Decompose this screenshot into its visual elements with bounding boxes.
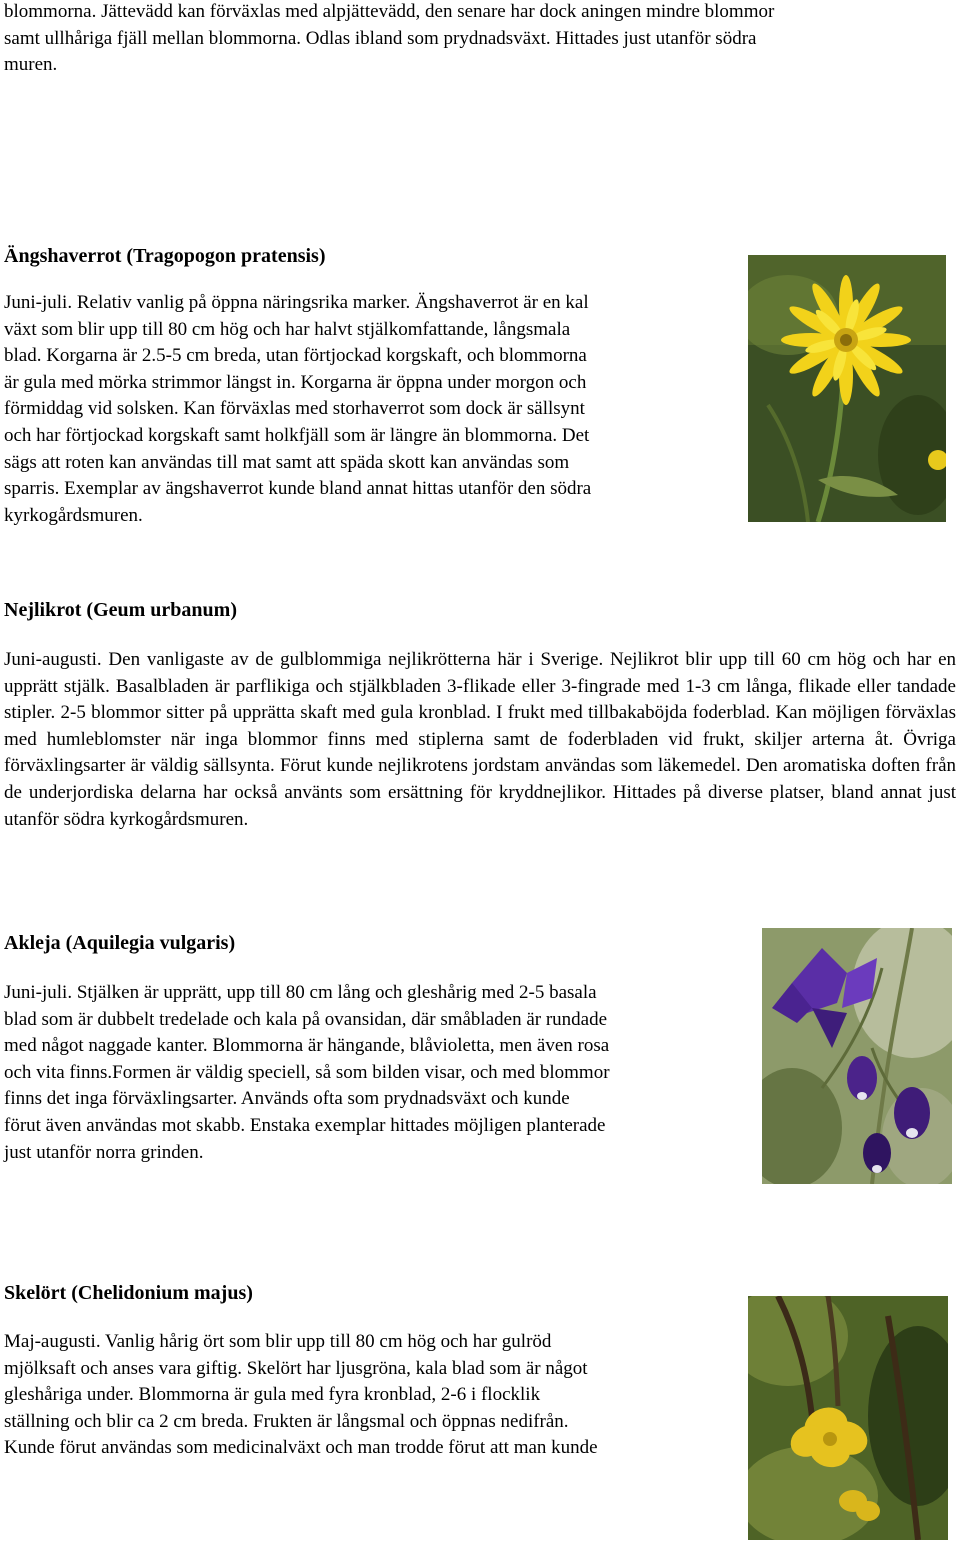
species-description-skelort [4, 1329, 742, 1462]
text-line: växt som blir upp till 80 cm hög och har halvt stjälkomfattande, långsmala [4, 318, 571, 340]
species-latin: (Chelidonium majus) [71, 1282, 253, 1304]
species-description-akleja [4, 980, 742, 1166]
species-name: Akleja [4, 932, 61, 954]
text-line: mjölksaft och anses vara giftig. Skelört har ljusgröna, kala blad som är något [4, 1357, 588, 1379]
text-line: ställning och blir ca 2 cm breda. Frukten är långsmal och öppnas nedifrån. [4, 1410, 569, 1432]
species-heading-akleja [4, 930, 235, 956]
text-line: sparris. Exemplar av ängshaverrot kunde bland annat hittas utanför den södra [4, 478, 592, 500]
text-line: blad. Korgarna är 2.5-5 cm breda, utan förtjockad korgskaft, och blommorna [4, 345, 587, 367]
text-line: och vita finns.Formen är väldig speciell, så som bilden visar, och med blommor [4, 1061, 610, 1083]
text-line: Kunde förut användas som medicinalväxt och man trodde förut att man kunde [4, 1437, 598, 1459]
text-line: muren. [4, 54, 58, 76]
species-name: Skelört [4, 1282, 67, 1304]
text-line: Juni-juli. Relativ vanlig på öppna näringsrika marker. Ängshaverrot är en kal [4, 292, 589, 313]
text-line: blad som är dubbelt tredelade och kala på ovansidan, där småbladen är rundade [4, 1008, 608, 1030]
species-heading-angshaverrot [4, 243, 326, 269]
text-line: med något naggade kanter. Blommorna är hängande, blåvioletta, men även rosa [4, 1035, 610, 1057]
species-name: Nejlikrot [4, 599, 82, 621]
species-heading-nejlikrot [4, 597, 237, 623]
text-line: och har förtjockad korgskaft samt holkfjäll som är längre än blommorna. Det [4, 424, 590, 446]
photo-akleja [762, 928, 952, 1184]
text-line: Juni-juli. Stjälken är upprätt, upp till 80 cm lång och gleshårig med 2-5 basala [4, 982, 597, 1003]
text-line: kyrkogårdsmuren. [4, 504, 143, 526]
species-description-nejlikrot: Juni-augusti. Den vanligaste av de gulblommiga nejlikrötterna här i Sverige. Nejlikrot blir upp till 60 cm hög och har en upprätt stjälk. Basalbladen är parflikiga och stjälkbladen 3-flikade eller 3-fingrade med 1-3 cm långa, flikade eller tandade stipler. 2-5 blommor sitter på upprätta skaft med gula kronblad. I frukt med tillbakaböjda foderblad. Kan möjligen förväxlas med humleblomster när inga blommor finns med stiplerna samt de foderbladen vid frukt, skiljer arterna åt. Övriga förväxlingsarter är väldig sällsynta. Förut kunde nejlikrotens jordstam användas som läkemedel. Den aromatiska doften från de underjordiska delarna har också använts som ersättning för kryddnejlikor. Hittades på diverse platser, bland annat just utanför södra kyrkogårdsmuren. [4, 649, 956, 830]
species-latin: (Tragopogon pratensis) [126, 245, 326, 267]
species-latin: (Geum urbanum) [86, 599, 237, 621]
text-line: förut även användas mot skabb. Enstaka exemplar hittades möjligen planterade [4, 1114, 606, 1136]
photo-angshaverrot [748, 255, 946, 522]
text-line: förmiddag vid solsken. Kan förväxlas med storhaverrot som dock är sällsynt [4, 398, 585, 420]
species-description-angshaverrot [4, 290, 742, 529]
intro-paragraph [4, 0, 956, 79]
species-heading-skelort [4, 1280, 253, 1306]
text-line: samt ullhåriga fjäll mellan blommorna. Odlas ibland som prydnadsväxt. Hittades just utanför södra [4, 27, 757, 49]
text-line: finns det inga förväxlingsarter. Används ofta som prydnadsväxt och kunde [4, 1088, 570, 1110]
text-line: just utanför norra grinden. [4, 1141, 204, 1163]
text-line: gleshåriga under. Blommorna är gula med fyra kronblad, 2-6 i flocklik [4, 1384, 541, 1406]
species-name: Ängshaverrot [4, 245, 122, 267]
species-latin: (Aquilegia vulgaris) [65, 932, 236, 954]
text-line: Maj-augusti. Vanlig hårig ört som blir upp till 80 cm hög och har gulröd [4, 1331, 552, 1352]
photo-skelort [748, 1296, 948, 1540]
text-line: sägs att roten kan användas till mat samt att späda skott kan användas som [4, 451, 570, 473]
text-line: är gula med mörka strimmor längst in. Korgarna är öppna under morgon och [4, 371, 587, 393]
text-line: blommorna. Jättevädd kan förväxlas med alpjättevädd, den senare har dock aningen mindre blommor [4, 1, 775, 22]
